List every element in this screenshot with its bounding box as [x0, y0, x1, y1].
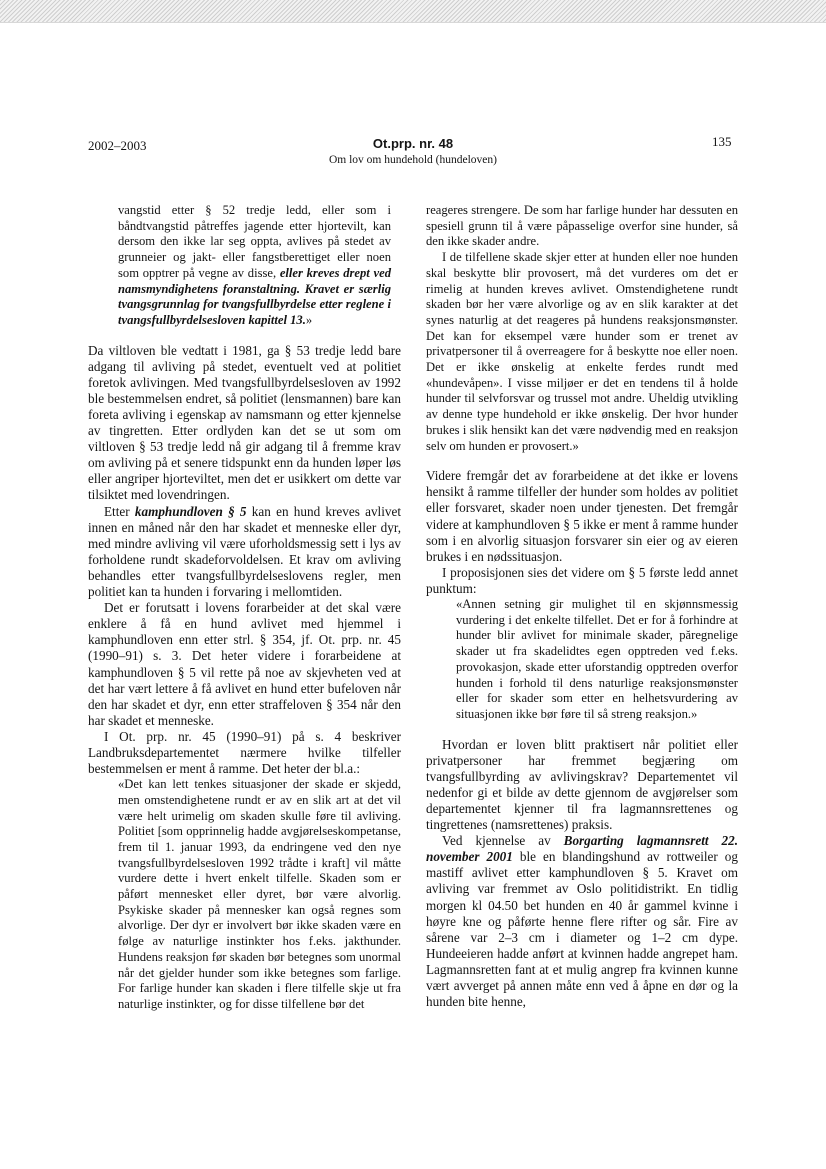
paragraph: Det er forutsatt i lovens forarbeider at det skal være enklere å få en hund avlivet med hjemmel i kamphundloven enn etter strl. § 354, jf. Ot. prp. nr. 45 (1990–91) s. 3. Det heter videre i forarbeidene at kamphundloven § 5 vil rette på noe av skjevheten ved at det har vært lettere å få avlivet en hund etter bufeloven når den har skadet et dyr, enn etter straffeloven § 354 når den har skadet et menneske.: [88, 600, 401, 728]
document-subtitle: Om lov om hundehold (hundeloven): [328, 154, 497, 166]
text: ble en blandingshund av rottweiler og mastiff avlivet etter kamphundloven § 5. Kravet om avliving var fremmet av Oslo politidistrikt. En tidlig morgen kl 04.50 bet hunden en 40 år gammel kvinne i høyre kne og påførte henne flere rifter og sår. Fire av sårene var 2–3 cm i diameter og 1–2 cm dype. Hundeeieren hadde anført at kvinnen hadde angrepet ham. Lagmannsretten fant at et mulig angrep fra kvinnen kunne vært avverget på annen måte enn ved å åpne en dør og la hunden bite henne,: [426, 849, 738, 1010]
right-column: [426, 203, 738, 1010]
block-quote: «Annen setning gir mulighet til en skjønnsmessig vurdering i det enkelte tilfellet. Det er for å forhindre at hunder blir avlivet for minimale skader, păregnelige skader ut fra skadelidtes egen opptreden ved f.eks. provokasjon, skade etter uforstandig opptreden overfor hunden i forhold til dens naturlige reaksjonsmønster eller for skader som etter en helhetsvurdering av situasjonen ikke bør føre til så streng reaksjon.»: [456, 597, 738, 721]
paragraph: Da viltloven ble vedtatt i 1981, ga § 53 tredje ledd bare adgang til avliving på stedet, eventuelt ved at politiet foretok avlivingen. Med tvangsfullbyrdelsesloven av 1992 ble bestemmelsen endret, så politiet (lensmannen) bare kan foreta avliving i egenskap av namsmann og etter kjennelse av tingretten. Etter ordlyden kan det se ut som om viltloven § 53 tredje ledd nå gir adgang til å fremme krav om avliving på et senere tidspunkt enn da hunden løper løs eller angriper hjorteviltet, men det er usikkert om dette var tilsiktet med lovendringen.: [88, 342, 401, 503]
block-quote: «Det kan lett tenkes situasjoner der skade er skjedd, men omstendighetene rundt er av en slik art at det vil være helt urimelig om skaden skulle føre til avliving. Politiet [som opprinnelig hadde avgjørelseskompetanse, frem til 1. januar 1993, da endringene ved den nye tvangsfullbyrdelsesloven 1992 trådte i kraft] vil måtte vurdere dette i hvert enkelt tilfelle. Skaden som er påført mennesket eller dyret, bør være alvorlig. Psykiske skader på mennesker kan også regnes som alvorlige. Der dyr er involvert bør ikke skaden være en følge av naturlige instinkter hos f.eks. jakthunder. Hundens reaksjon før skaden bør betegnes som unormal når det gjelder hunder som ikke betegnes som farlige. For farlige hunder kan skaden i flere tilfelle skje ut fra naturlige instinkter, og for disse tilfellene bør det: [118, 777, 401, 1011]
text: Ved kjennelse av: [442, 833, 564, 849]
paragraph: Hvordan er loven blitt praktisert når politiet eller privatpersoner har fremmet begjæring om tvangsfullbyrding av avlivingskrav? Departementet vil nedenfor gi et bilde av dette gjennom de avgjørelser som departementet kjenner til fra lagmannsrettenes og tingrettenes (namsrettenes) praksis.: [426, 736, 738, 833]
paragraph: Videre fremgår det av forarbeidene at det ikke er lovens hensikt å ramme tilfeller der hunder som holdes av politiet eller forsvaret, skader noen under tjenesten. Det fremgår videre at kamphundloven § 5 ikke er ment å ramme hunder som i en alvorlig situasjon forsvarer sin eier og av eieren brukes i en nødssituasjon.: [426, 468, 738, 564]
document-title: Ot.prp. nr. 48: [372, 136, 454, 151]
quote-paragraph: I de tilfellene skade skjer etter at hunden eller noe hunden skal beskytte blir provosert, må det vurderes om det er rimelig at hunden kreves avlivet. Omstendighetene rundt skaden bør her være alvorlige og av en slik karakter at det synes naturlig at det reageres på hundens reaksjonsmønster. Det kan for eksempel være hunder som er trenet av privatpersoner til å overreagere for å beskytte noe eller noen. Det er ikke ønskelig at enkelte ferdes rundt med «hundevåpen». I visse miljøer er det en tendens til å holde hunder til selvforsvar og trussel mot andre. Uheldig utvikling av denne type hundehold er ikke ønskelig. Der hvor hunder brukes i slik hensikt kan det være nødvendig med en reaksjon selv om hunden er provosert.»: [426, 250, 738, 453]
years-label: 2002–2003: [88, 138, 147, 153]
page-number: 135: [712, 134, 732, 149]
court-reference: Borgarting lagmannsrett 22. november 2001: [426, 833, 738, 865]
page-header: [0, 130, 826, 170]
header-center: [0, 136, 826, 166]
law-reference: kamphundloven § 5: [134, 503, 247, 519]
left-column: [88, 203, 401, 1013]
paragraph: [88, 504, 401, 601]
scan-edge: [0, 0, 826, 23]
text: Etter: [104, 503, 135, 519]
paragraph: I Ot. prp. nr. 45 (1990–91) på s. 4 beskriver Landbruksdepartementet nærmere hvilke tilfeller bestemmelsen er ment å ramme. Det heter der bl.a.:: [88, 728, 401, 777]
paragraph: I proposisjonen sies det videre om § 5 første ledd annet punktum:: [426, 564, 738, 596]
quote-continuation: [118, 203, 391, 329]
quote-italic-text: eller kreves drept ved namsmyndighetens foranstaltning. Kravet er særlig tvangsgrunnlag for tvangsfullbyrdelse etter reglene i tvangsfullbyrdelsesloven kapittel 13.: [118, 265, 391, 327]
text: kan en hund kreves avlivet innen en måned når den har skadet et menneske eller dyr, med mindre avliving vil være uforholdsmessig sett i lys av forholdene rundt skadeforvoldelsen. Et krav om avliving behandles etter tvangsfullbyrdelseslovens regler, men politiet kan ta hunden i forvaring i mellomtiden.: [88, 503, 401, 600]
quote-close: »: [305, 312, 313, 327]
quote-continuation: reageres strengere. De som har farlige hunder har dessuten en spesiell grunn til å være påpasselige overfor sine hunder, så den ikke skader andre.: [426, 203, 738, 249]
paragraph: [426, 833, 738, 1010]
quote-text: vangstid etter § 52 tredje ledd, eller som i båndtvangstid påtreffes jagende etter hjortevilt, kan dersom den ikke lar seg oppta, avlives på stedet av grunneier og jakt- eller fangstberettiget eller noen som opptrer på vegne av disse,: [118, 203, 391, 280]
